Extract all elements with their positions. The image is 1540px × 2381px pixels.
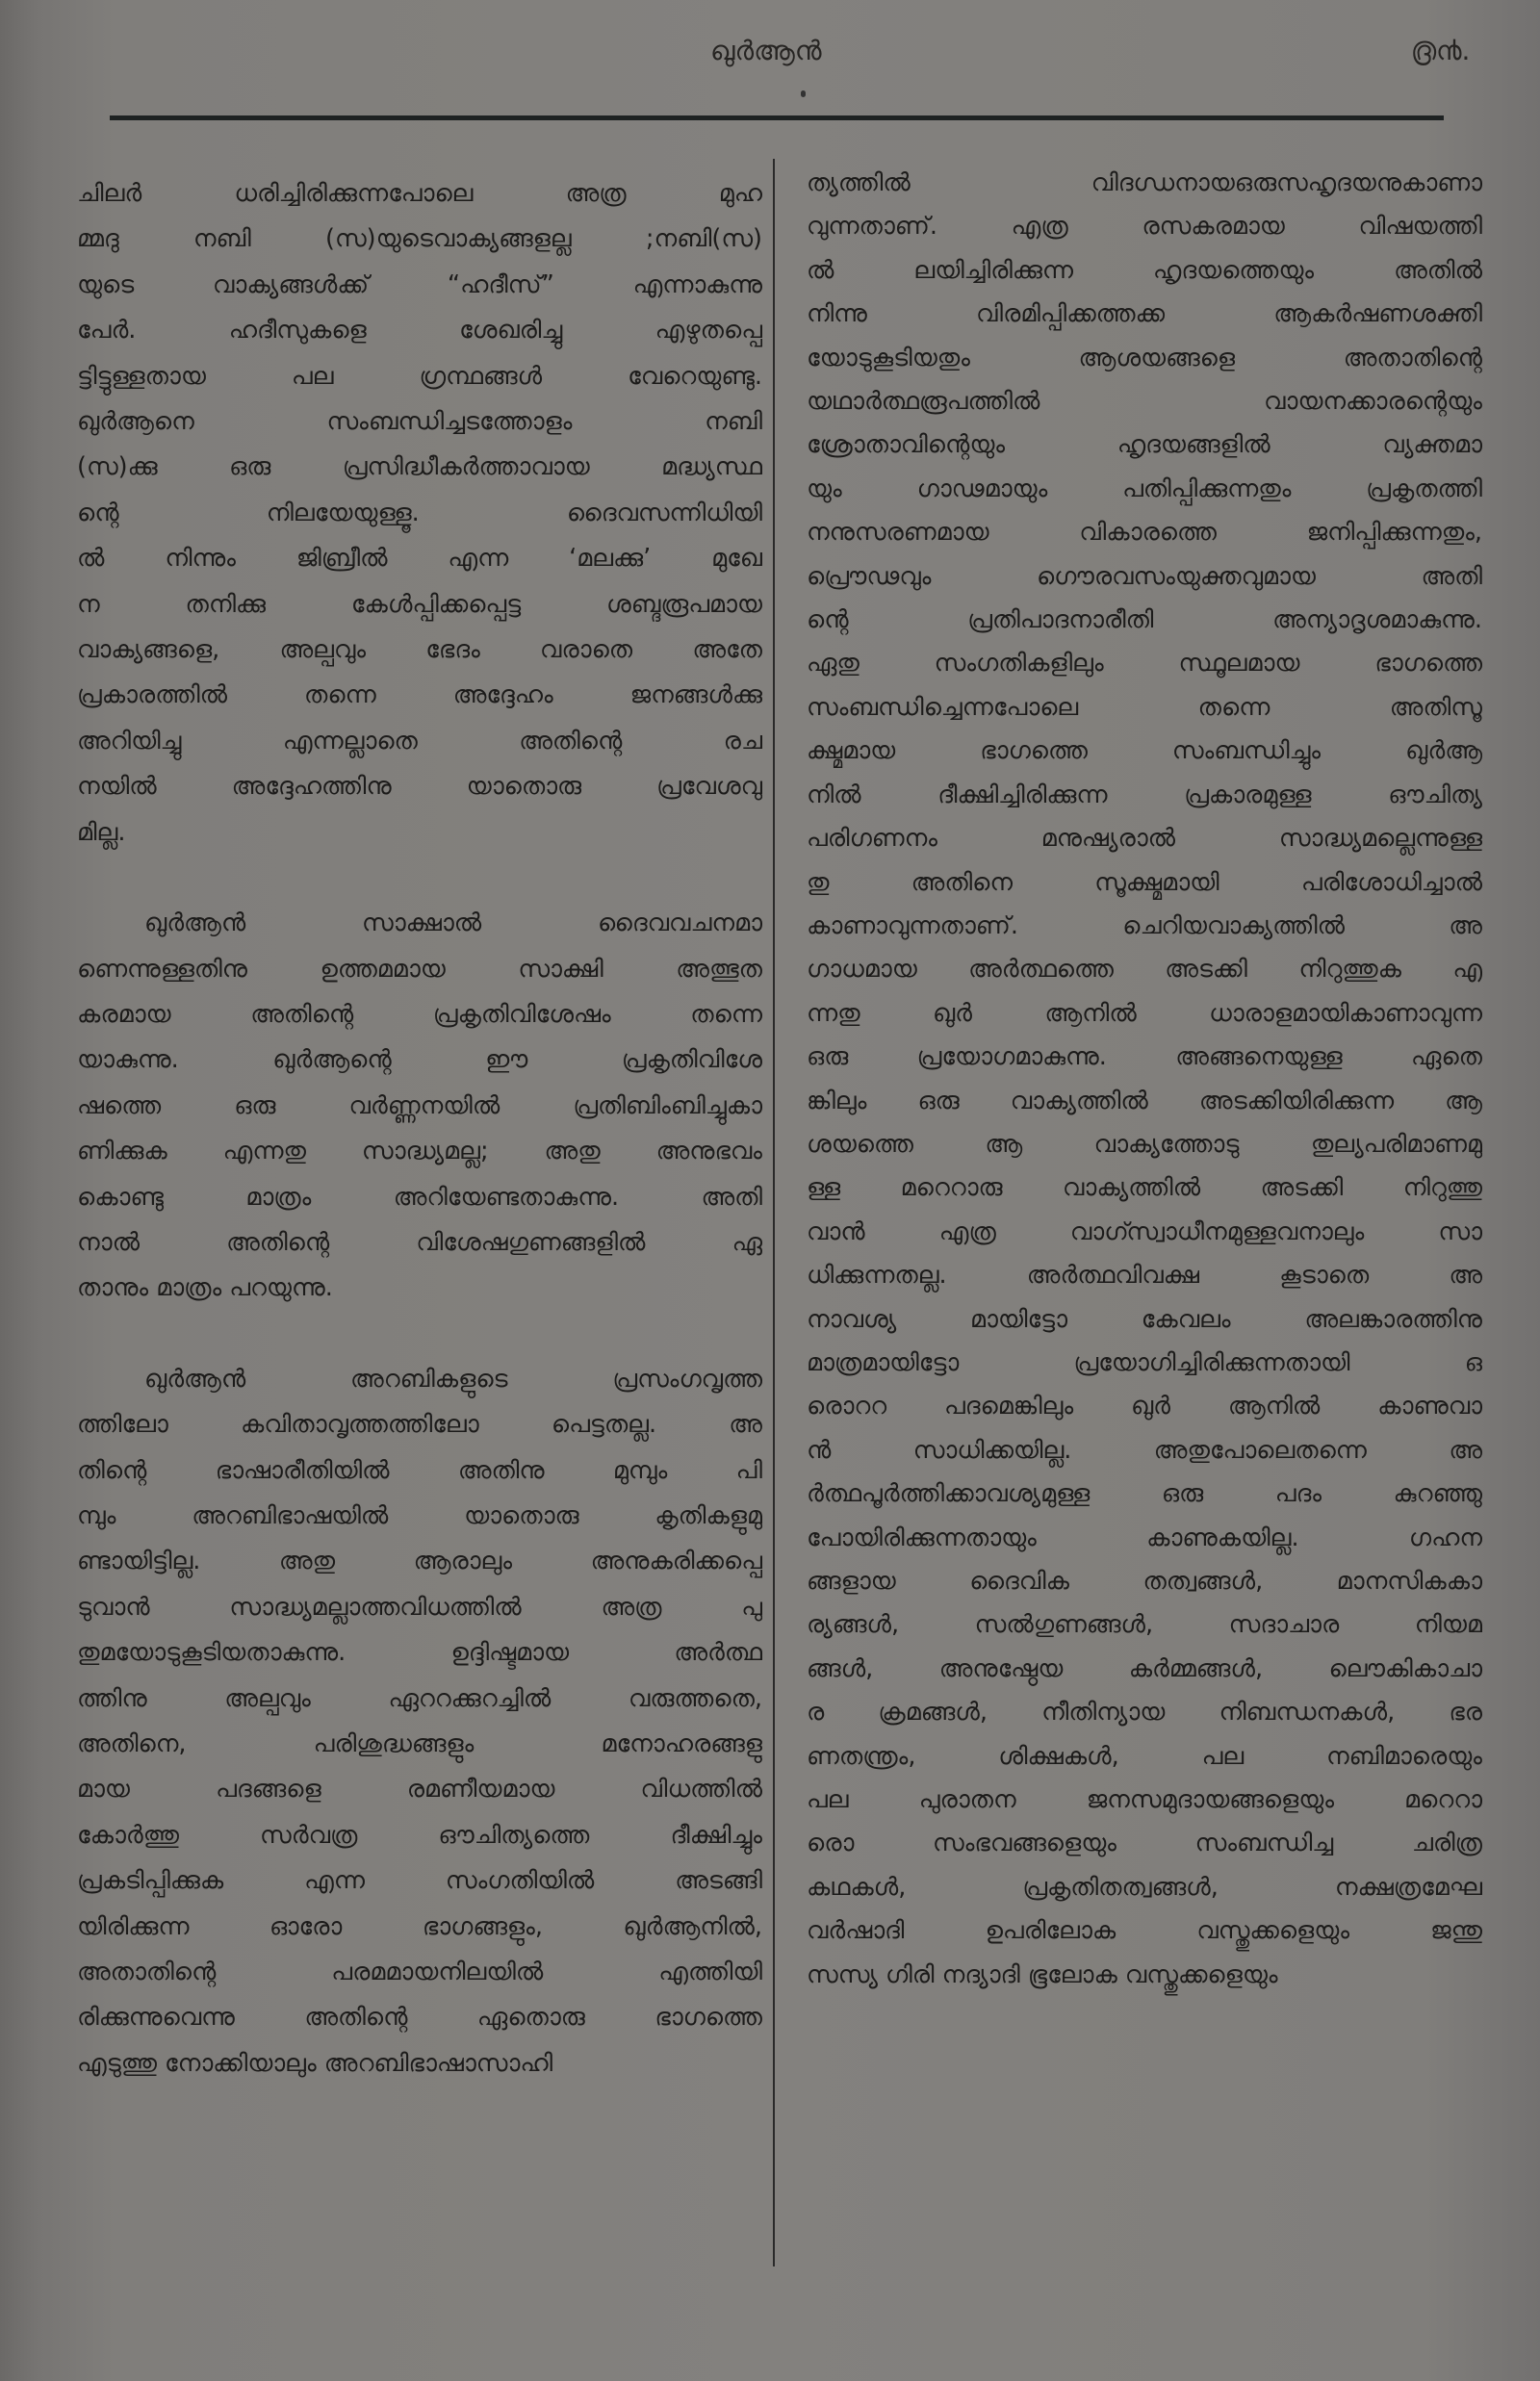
text-line: പല പുരാതന ജനസമുദായങ്ങളെയും മറെറാ — [807, 1785, 1482, 1815]
text-line: സസ്യ ഗിരി നദ്യാദി ഭൂലോക വസ്തുക്കളെയും — [807, 1959, 1278, 1989]
text-line: ത്യത്തിൽ വിദഗ്ധനായഒരുസഹൃദയനുകാണാ — [807, 168, 1482, 197]
text-line: എടുത്തു നോക്കിയാലും അറബിഭാഷാസാഹി — [77, 2048, 553, 2078]
text-line: യാകുന്നു. ഖുർആന്റെ ഈ പ്രകൃതിവിശേ — [77, 1045, 762, 1075]
text-line: വുന്നതാണ്. എത്ര രസകരമായ വിഷയത്തി — [807, 212, 1482, 242]
text-line: ൻ സാധിക്കയില്ല. അതുപോലെതന്നെ അ — [807, 1435, 1482, 1465]
text-line: ർത്ഥപൂർത്തിക്കാവശ്യമുള്ള ഒരു പദം കുറഞ്ഞു — [807, 1479, 1482, 1509]
text-line: ന്റെ നിലയേയുള്ളൂ. ദൈവസന്നിധിയി — [77, 498, 762, 527]
column-divider — [773, 159, 775, 2266]
left-column — [77, 171, 762, 2087]
text-line: രൊ സംഭവങ്ങളെയും സംബന്ധിച്ച ചരിത്ര — [807, 1829, 1482, 1858]
paragraph-gap — [77, 856, 762, 901]
text-line: സംബന്ധിച്ചെന്നപോലെ തന്നെ അതിസൂ — [807, 692, 1482, 722]
text-line: ണതന്ത്രം, ശിക്ഷകൾ, പല നബിമാരെയും — [807, 1741, 1482, 1771]
page-number: ൫൯. — [1411, 35, 1471, 66]
text-line: ട്ടിട്ടുള്ളതായ പല ഗ്രന്ഥങ്ങൾ വേറെയുണ്ടു. — [77, 361, 762, 391]
text-line: കരമായ അതിന്റെ പ്രകൃതിവിശേഷം തന്നെ — [77, 999, 762, 1029]
text-line: ക്ഷ്മമായ ഭാഗത്തെ സംബന്ധിച്ചും ഖുർആ — [807, 736, 1482, 766]
text-line: ൽ നിന്നും ജിബ്രീൽ എന്ന ‘മലക്കു’ മുഖേ — [77, 544, 762, 574]
text-line: കൊണ്ടു മാത്രം അറിയേണ്ടതാകുന്നു. അതി — [77, 1182, 762, 1212]
text-line: നനുസരണമായ വികാരത്തെ ജനിപ്പിക്കുന്നതും, — [807, 518, 1482, 548]
text-line: വാൻ എത്ര വാഗ്സ്വാധീനമുള്ളവനാലും സാ — [807, 1216, 1482, 1246]
text-line: ചിലർ ധരിച്ചിരിക്കുന്നപോലെ അത്ര മുഹ — [77, 179, 762, 208]
text-line: മാത്രമായിട്ടോ പ്രയോഗിച്ചിരിക്കുന്നതായി ഒ — [807, 1347, 1482, 1377]
text-line: നാവശ്യ മായിട്ടോ കേവലം അലങ്കാരത്തിനു — [807, 1304, 1482, 1334]
text-line: പേർ. ഹദീസുകളെ ശേഖരിച്ചു എഴുതപ്പെ — [77, 316, 762, 346]
text-line: ശ്രോതാവിന്റെയും ഹൃദയങ്ങളിൽ വ്യക്തമാ — [807, 430, 1482, 460]
text-line: യോടുകൂടിയതും ആശയങ്ങളെ അതാതിന്റെ — [807, 343, 1482, 372]
text-line: ത്തിനു അല്പവും ഏററക്കുറച്ചിൽ വരുത്തതെ, — [77, 1683, 762, 1713]
text-line: ഖുർആനെ സംബന്ധിച്ചടത്തോളം നബി — [77, 407, 762, 437]
text-line: കോർത്തു സർവത്ര ഔചിത്യത്തെ ദീക്ഷിച്ചും — [77, 1820, 762, 1850]
text-line: നയിൽ അദ്ദേഹത്തിനു യാതൊരു പ്രവേശവു — [77, 772, 762, 802]
text-line: അതിനെ, പരിശുദ്ധങ്ങളും മനോഹരങ്ങളു — [77, 1729, 762, 1758]
text-line: അറിയിച്ചു എന്നല്ലാതെ അതിന്റെ രച — [77, 726, 762, 755]
text-line: ഖുർആൻ സാക്ഷാൽ ദൈവവചനമാ — [144, 909, 762, 938]
text-line: തു അതിനെ സൂക്ഷ്മമായി പരിശോധിച്ചാൽ — [807, 867, 1482, 897]
text-line: ര ക്രമങ്ങൾ, നീതിന്യായ നിബന്ധനകൾ, ഭര — [807, 1698, 1482, 1728]
text-line: പ്രകടിപ്പിക്കുക എന്ന സംഗതിയിൽ അടങ്ങി — [77, 1866, 762, 1896]
text-line: പ്രകാരത്തിൽ തന്നെ അദ്ദേഹം ജനങ്ങൾക്കു — [77, 680, 762, 710]
text-line: തിന്റെ ഭാഷാരീതിയിൽ അതിനു മുമ്പും പി — [77, 1455, 762, 1485]
text-line: ണെന്നുള്ളതിനു ഉത്തമമായ സാക്ഷി അത്ഭുത — [77, 954, 762, 984]
text-line: ൽ ലയിച്ചിരിക്കുന്ന ഹൃദയത്തെയും അതിൽ — [807, 255, 1482, 285]
text-line: ത്തിലോ കവിതാവൃത്തത്തിലോ പെട്ടതല്ല. അ — [77, 1410, 762, 1440]
text-line: ങ്ങൾ, അനുഷ്ഠേയ കർമ്മങ്ങൾ, ലൌകികാചാ — [807, 1653, 1482, 1683]
text-line: ള്ള മറെറാരു വാക്യത്തിൽ അടക്കി നിറുത്തു — [807, 1173, 1482, 1203]
text-line: പ്രൌഢവും ഗൌരവസംയുക്തവുമായ അതി — [807, 561, 1482, 591]
text-line: കാണാവുന്നതാണ്. ചെറിയവാക്യത്തിൽ അ — [807, 910, 1482, 940]
text-line: ധിക്കുന്നതല്ല. അർത്ഥവിവക്ഷ കൂടാതെ അ — [807, 1261, 1482, 1291]
text-line: മ്പും അറബിഭാഷയിൽ യാതൊരു കൃതികളുമു — [77, 1500, 762, 1530]
text-line: (സ)ക്കു ഒരു പ്രസിദ്ധീകർത്താവായ മദ്ധ്യസ്ഥ — [77, 452, 762, 482]
text-line: വർഷാദി ഉപരിലോക വസ്തുക്കളെയും ജന്തു — [807, 1916, 1482, 1946]
text-line: ശയത്തെ ആ വാക്യത്തോടു തുല്യപരിമാണമു — [807, 1129, 1482, 1159]
text-line: ണ്ടായിട്ടില്ല. അതു ആരാലും അനുകരിക്കപ്പെ — [77, 1547, 762, 1576]
header-rule — [110, 115, 1444, 120]
text-line: ണിക്കുക എന്നതു സാദ്ധ്യമല്ല; അതു അനുഭവം — [77, 1137, 762, 1166]
text-line: ന തനിക്കു കേൾപ്പിക്കപ്പെട്ട ശബ്ദരൂപമായ — [77, 589, 762, 619]
text-line: ന്നതു ഖുർ ആനിൽ ധാരാളമായികാണാവുന്ന — [807, 998, 1482, 1028]
text-line: ഗാധമായ അർത്ഥത്തെ അടക്കി നിറുത്തുക എ — [807, 955, 1482, 985]
text-line: ടുവാൻ സാദ്ധ്യമല്ലാത്തവിധത്തിൽ അത്ര പു — [77, 1592, 762, 1622]
text-line: യഥാർത്ഥരൂപത്തിൽ വായനക്കാരന്റെയും — [807, 387, 1482, 417]
text-line: രൊററ പദമെങ്കിലും ഖുർ ആനിൽ കാണുവാ — [807, 1392, 1482, 1421]
running-title: ഖുർആൻ — [710, 35, 822, 66]
text-line: ന്റെ പ്രതിപാദനാരീതി അന്യാദൃശമാകുന്നു. — [807, 605, 1482, 635]
text-line: അതാതിന്റെ പരമമായനിലയിൽ എത്തിയി — [77, 1958, 762, 1987]
text-line: മ്മദു നബി (സ)യുടെവാക്യങ്ങളല്ല ;നബി(സ) — [77, 224, 762, 254]
text-line: പോയിരിക്കുന്നതായും കാണുകയില്ല. ഗഹന — [807, 1523, 1482, 1552]
text-line: ഒരു പ്രയോഗമാകുന്നു. അങ്ങനെയുള്ള ഏതെ — [807, 1042, 1482, 1072]
page-header — [0, 0, 1540, 125]
text-line: മായ പദങ്ങളെ രമണീയമായ വിധത്തിൽ — [77, 1775, 762, 1805]
text-line: യുടെ വാക്യങ്ങൾക്ക് “ഹദീസ്” എന്നാകുന്നു — [77, 269, 762, 299]
paragraph-gap — [77, 1312, 762, 1357]
text-line: കഥകൾ, പ്രകൃതിതത്വങ്ങൾ, നക്ഷത്രമേഘ — [807, 1872, 1482, 1902]
text-line: മില്ല. — [77, 817, 126, 847]
text-line: ഏതു സംഗതികളിലും സ്ഥൂലമായ ഭാഗത്തെ — [807, 649, 1482, 678]
text-line: നിൽ ദീക്ഷിച്ചിരിക്കുന്ന പ്രകാരമുള്ള ഔചിത്യ — [807, 780, 1482, 809]
ink-dot — [801, 90, 806, 97]
text-line: ര്യങ്ങൾ, സൽഗുണങ്ങൾ, സദാചാര നിയമ — [807, 1610, 1482, 1640]
text-line: തുമയോടുകൂടിയതാകുന്നു. ഉദ്ദിഷ്ടമായ അർത്ഥ — [77, 1638, 762, 1668]
text-line: ഷത്തെ ഒരു വർണ്ണനയിൽ പ്രതിബിംബിച്ചുകാ — [77, 1090, 762, 1120]
text-line: ങ്ങളായ ദൈവിക തത്വങ്ങൾ, മാനസികകാ — [807, 1567, 1482, 1596]
text-line: നിന്നു വിരമിപ്പിക്കത്തക്ക ആകർഷണശക്തി — [807, 299, 1482, 329]
text-line: യും ഗാഢമായും പതിപ്പിക്കുന്നതും പ്രകൃതത്തി — [807, 474, 1482, 503]
text-line: നാൽ അതിന്റെ വിശേഷഗുണങ്ങളിൽ ഏ — [77, 1227, 762, 1257]
text-line: രിക്കുന്നുവെന്നു അതിന്റെ ഏതൊരു ഭാഗത്തെ — [77, 2003, 762, 2033]
right-column — [807, 162, 1482, 1997]
text-line: ങ്കിലും ഒരു വാക്യത്തിൽ അടക്കിയിരിക്കുന്ന ആ — [807, 1086, 1482, 1115]
text-line: താനും മാത്രം പറയുന്നു. — [77, 1273, 333, 1303]
text-line: പരിഗണനം മനുഷ്യരാൽ സാദ്ധ്യമല്ലെന്നുള്ള — [807, 824, 1482, 854]
text-line: വാക്യങ്ങളെ, അല്പവും ഭേദം വരാതെ അതേ — [77, 635, 762, 665]
text-line: യിരിക്കുന്ന ഓരോ ഭാഗങ്ങളും, ഖുർആനിൽ, — [77, 1911, 762, 1941]
text-line: ഖുർആൻ അറബികളുടെ പ്രസംഗവൃത്ത — [144, 1364, 762, 1394]
